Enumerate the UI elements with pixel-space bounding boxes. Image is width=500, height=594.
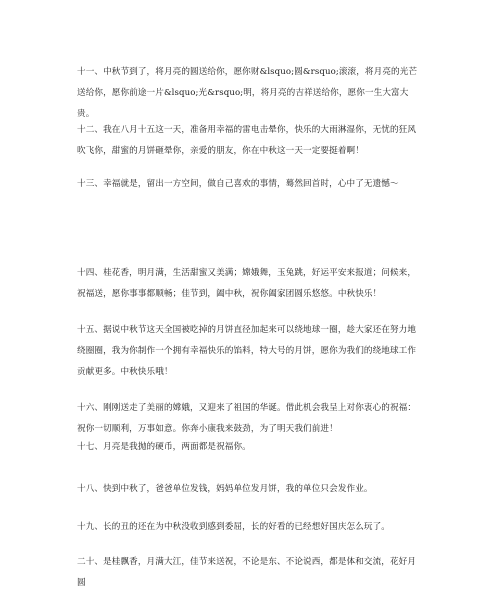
paragraph-16: 十六、刚刚送走了美丽的嫦娥，又迎来了祖国的华诞。借此机会我呈上对你衷心的祝福：祝你一切顺利，万事如意。你奔小康我来鼓劲，为了明天我们前进！ [77, 403, 417, 434]
paragraph-17: 十七、月亮是我抛的硬币，两面都是祝福你。 [77, 442, 251, 452]
paragraph-15: 十五、据说中秋节这天全国被吃掉的月饼直径加起来可以绕地球一圈，趁大家还在努力地绕圈圈，我为你制作一个拥有幸福快乐的馅料，特大号的月饼，愿你为我们的绕地球工作贡献更多。中秋快乐哦！ [77, 325, 417, 377]
paragraph-13: 十三、幸福就是，留出一方空间，做自己喜欢的事情，蓦然回首时，心中了无遗憾～ [77, 179, 399, 189]
paragraph-14: 十四、桂花香，明月满，生活甜蜜又美满；嫦娥舞，玉兔跳，好运平安来报道；问候来，祝福送，愿你事事都顺畅；佳节到，阖中秋，祝你阖家团圆乐悠悠。中秋快乐！ [77, 268, 417, 299]
paragraph-12: 十二、我在八月十五这一天，准备用幸福的雷电击晕你，快乐的大雨淋湿你，无忧的狂风吹飞你，甜蜜的月饼砸晕你，亲爱的朋友，你在中秋这一天一定要挺着啊！ [77, 125, 417, 156]
paragraph-19: 十九、长的丑的还在为中秋没收到感到委屈，长的好看的已经想好国庆怎么玩了。 [77, 522, 390, 532]
paragraph-20: 二十、是桂飘香，月满大江，佳节来送祝，不论是东、不论说西，都是体和交流，花好月圆 [77, 557, 417, 588]
paragraph-11: 十一、中秋节到了，将月亮的圆送给你，愿你财&lsquo;圆&rsquo;滚滚，将月亮的光芒送给你，愿你前途一片&lsquo;光&rsquo;明，将月亮的吉祥送给你，愿你一生大富大贵。 [77, 67, 418, 119]
paragraph-18: 十八、快到中秋了，爸爸单位发钱，妈妈单位发月饼，我的单位只会发作业。 [77, 484, 373, 494]
